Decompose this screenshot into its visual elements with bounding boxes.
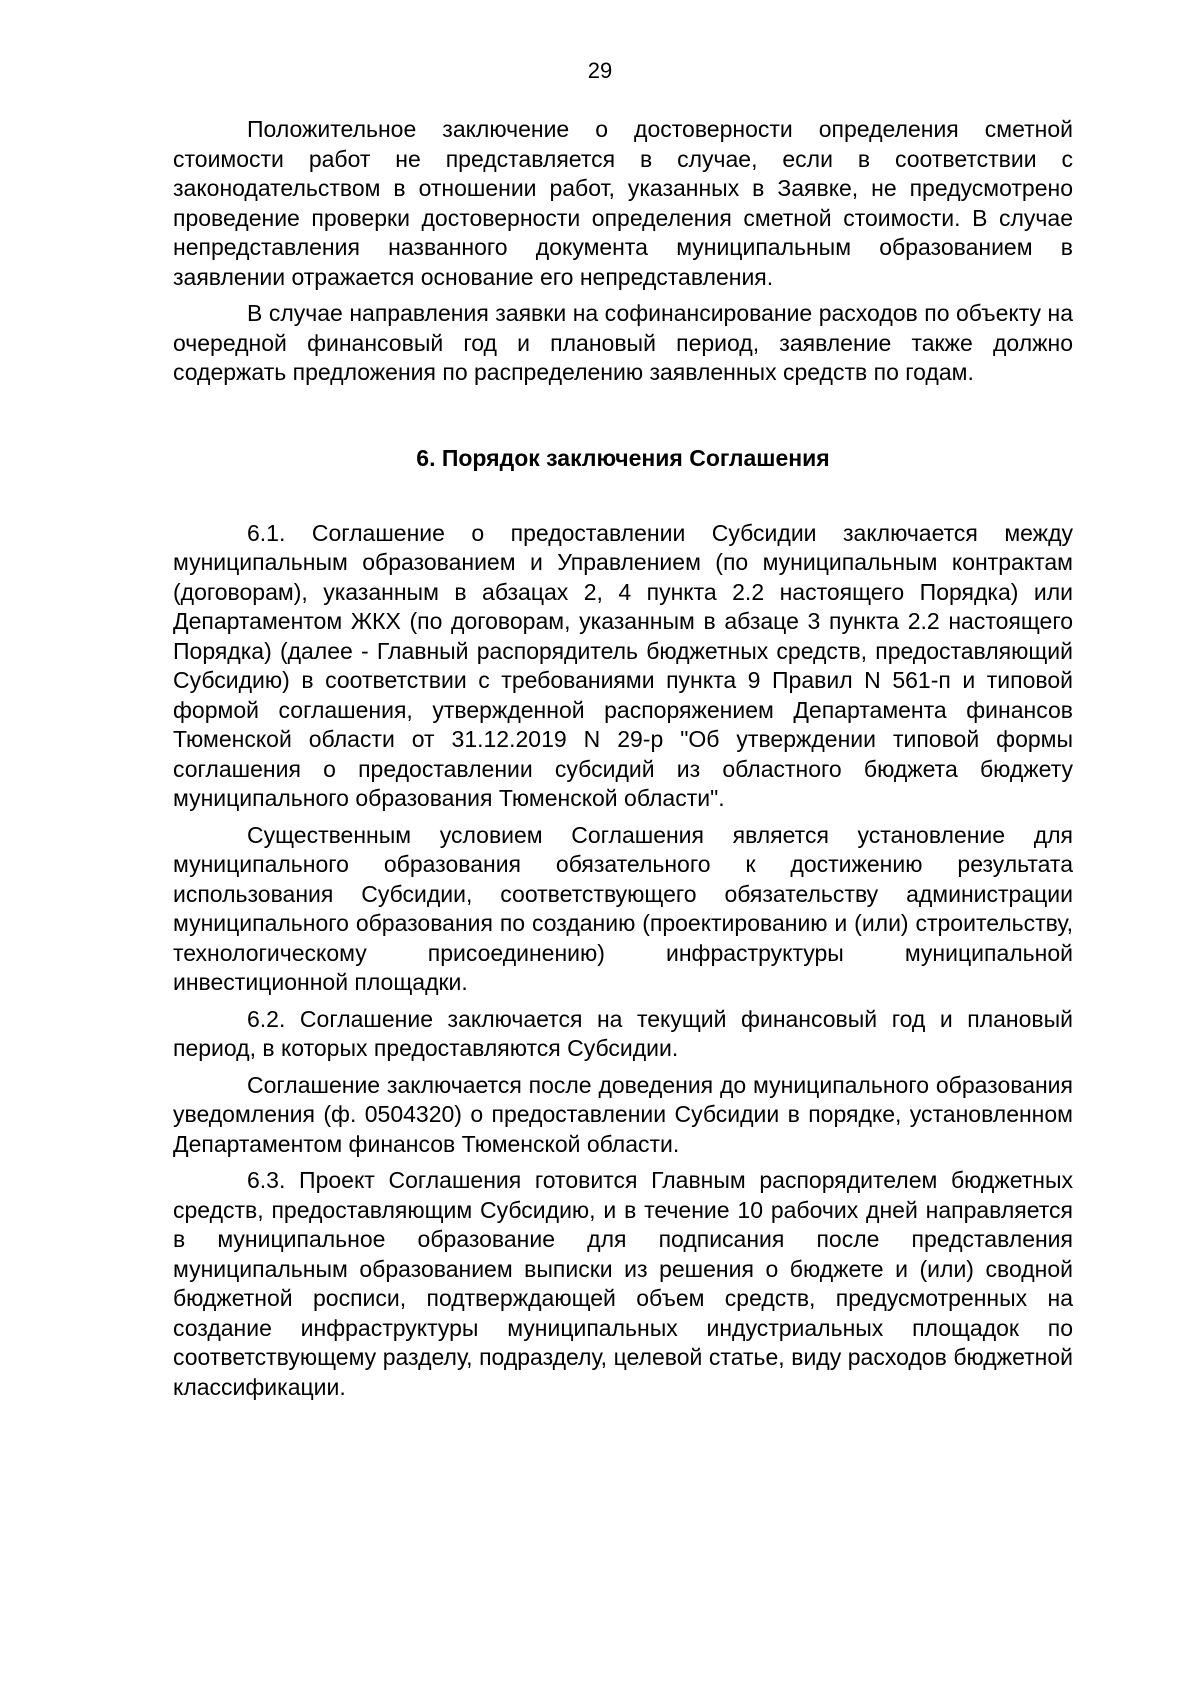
paragraph-6-3: 6.3. Проект Соглашения готовится Главным распорядителем бюджетных средств, предоставляющим Субсидию, и в течение 10 рабочих дней направляется в муниципальное образование для подписания после представления муниципальным образованием выписки из решения о бюджете и (или) сводной бюджетной росписи, подтверждающей объем средств, предусмотренных на создание инфраструктуры муниципальных индустриальных площадок по соответствующему разделу, подразделу, целевой статье, виду расходов бюджетной классификации. (173, 1167, 1073, 1400)
section-heading: 6. Порядок заключения Соглашения (416, 444, 830, 471)
paragraph-agreement-concluded: Соглашение заключается после доведения до муниципального образования уведомления (ф. 0504320) о предоставлении Субсидии в порядке, установленном Департаментом финансов Тюменской области. (173, 1071, 1073, 1157)
page-number: 29 (587, 58, 613, 83)
paragraph-6-2: 6.2. Соглашение заключается на текущий финансовый год и плановый период, в которых предоставляются Субсидии. (173, 1005, 1073, 1061)
paragraph-application-direction: В случае направления заявки на софинансирование расходов по объекту на очередной финансовый год и плановый период, заявление также должно содержать предложения по распределению заявленных средств по годам. (173, 300, 1073, 385)
paragraph-positive-conclusion: Положительное заключение о достоверности определения сметной стоимости работ не представляется в случае, если в соответствии с законодательством в отношении работ, указанных в Заявке, не предусмотрено проведение проверки достоверности определения сметной стоимости. В случае непредставления названного документа муниципальным образованием в заявлении отражается основание его непредставления. (173, 116, 1073, 290)
paragraph-6-1: 6.1. Соглашение о предоставлении Субсидии заключается между муниципальным образованием и Управлением (по муниципальным контрактам (договорам), указанным в абзацах 2, 4 пункта 2.2 настоящего Порядка) или Департаментом ЖКХ (по договорам, указанным в абзаце 3 пункта 2.2 настоящего Порядка) (далее - Главный распорядитель бюджетных средств, предоставляющий Субсидию) в соответствии с требованиями пункта 9 Правил N 561-п и типовой формой соглашения, утвержденной распоряжением Департамента финансов Тюменской области от 31.12.2019 N 29-р "Об утверждении типовой формы соглашения о предоставлении субсидий из областного бюджета бюджету муниципального образования Тюменской области". (173, 519, 1073, 811)
paragraph-essential-condition: Существенным условием Соглашения является установление для муниципального образования обязательного к достижению результата использования Субсидии, соответствующего обязательству администрации муниципального образования по созданию (проектированию и (или) строительству, технологическому присоединению) инфраструктуры муниципальной инвестиционной площадки. (173, 821, 1073, 995)
document-body (173, 115, 1073, 1402)
